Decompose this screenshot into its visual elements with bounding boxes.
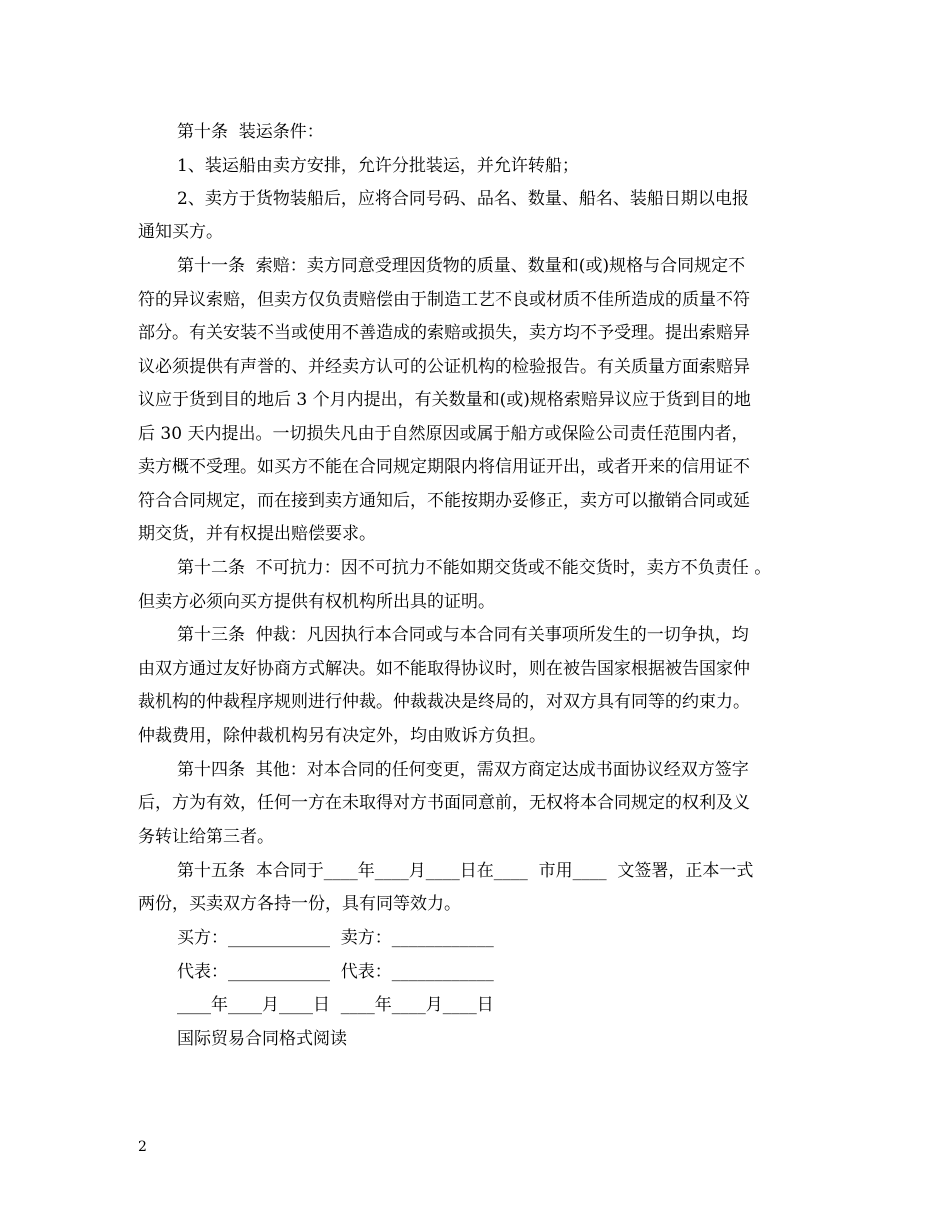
- article-14-line-3: 务转让给第三者。: [138, 827, 274, 847]
- article-13-line-3: 裁机构的仲裁程序规则进行仲裁。仲裁裁决是终局的，对双方具有同等的约束力。: [138, 692, 750, 712]
- article-10-item-2: 2、卖方于货物装船后，应将合同号码、品名、数量、船名、装船日期以电报: [177, 189, 749, 209]
- article-10-item-2-cont: 通知买方。: [138, 222, 223, 242]
- signature-dates-line: ____年____月____日 ____年____月____日: [177, 995, 494, 1015]
- article-11-line-4: 议必须提供有声誉的、并经卖方认可的公证机构的检验报告。有关质量方面索赔异: [138, 357, 750, 377]
- article-15-line-1: 第十五条 本合同于____年____月____日在____ 市用____ 文签署，正本一式: [177, 861, 754, 881]
- signature-parties-line: 买方：____________ 卖方：____________: [177, 928, 494, 948]
- article-11-line-5: 议应于货到目的地后 3 个月内提出，有关数量和(或)规格索赔异议应于货到目的地: [138, 390, 751, 410]
- page-number: 2: [138, 1139, 147, 1155]
- reading-title: 国际贸易合同格式阅读: [177, 1029, 347, 1049]
- article-11-line-7: 卖方概不受理。如买方不能在合同规定期限内将信用证开出，或者开来的信用证不: [138, 457, 750, 477]
- article-15-line-2: 两份，买卖双方各持一份，具有同等效力。: [138, 894, 461, 914]
- article-11-line-1: 第十一条 索赔：卖方同意受理因货物的质量、数量和(或)规格与合同规定不: [177, 256, 746, 276]
- article-10-item-1: 1、装运船由卖方安排，允许分批装运，并允许转船；: [177, 156, 579, 176]
- article-11-line-9: 期交货，并有权提出赔偿要求。: [138, 524, 376, 544]
- article-11-line-3: 部分。有关安装不当或使用不善造成的索赔或损失，卖方均不予受理。提出索赔异: [138, 323, 750, 343]
- article-11-line-8: 符合合同规定，而在接到卖方通知后，不能按期办妥修正，卖方可以撤销合同或延: [138, 491, 750, 511]
- signature-representatives-line: 代表：____________ 代表：____________: [177, 962, 494, 982]
- article-12-line-2: 但卖方必须向买方提供有权机构所出具的证明。: [138, 592, 495, 612]
- article-13-line-2: 由双方通过友好协商方式解决。如不能取得协议时，则在被告国家根据被告国家仲: [138, 659, 750, 679]
- article-13-line-4: 仲裁费用，除仲裁机构另有决定外，均由败诉方负担。: [138, 726, 546, 746]
- article-11-line-6: 后 30 天内提出。一切损失凡由于自然原因或属于船方或保险公司责任范围内者，: [138, 424, 749, 444]
- article-11-line-2: 符的异议索赔，但卖方仅负责赔偿由于制造工艺不良或材质不佳所造成的质量不符: [138, 290, 750, 310]
- article-12-line-1: 第十二条 不可抗力：因不可抗力不能如期交货或不能交货时，卖方不负责任 。: [177, 558, 772, 578]
- article-14-line-2: 后，方为有效，任何一方在未取得对方书面同意前，无权将本合同规定的权利及义: [138, 793, 750, 813]
- article-10-heading: 第十条 装运条件：: [177, 122, 324, 142]
- article-14-line-1: 第十四条 其他：对本合同的任何变更，需双方商定达成书面协议经双方签字: [177, 760, 749, 780]
- article-13-line-1: 第十三条 仲裁：凡因执行本合同或与本合同有关事项所发生的一切争执，均: [177, 625, 749, 645]
